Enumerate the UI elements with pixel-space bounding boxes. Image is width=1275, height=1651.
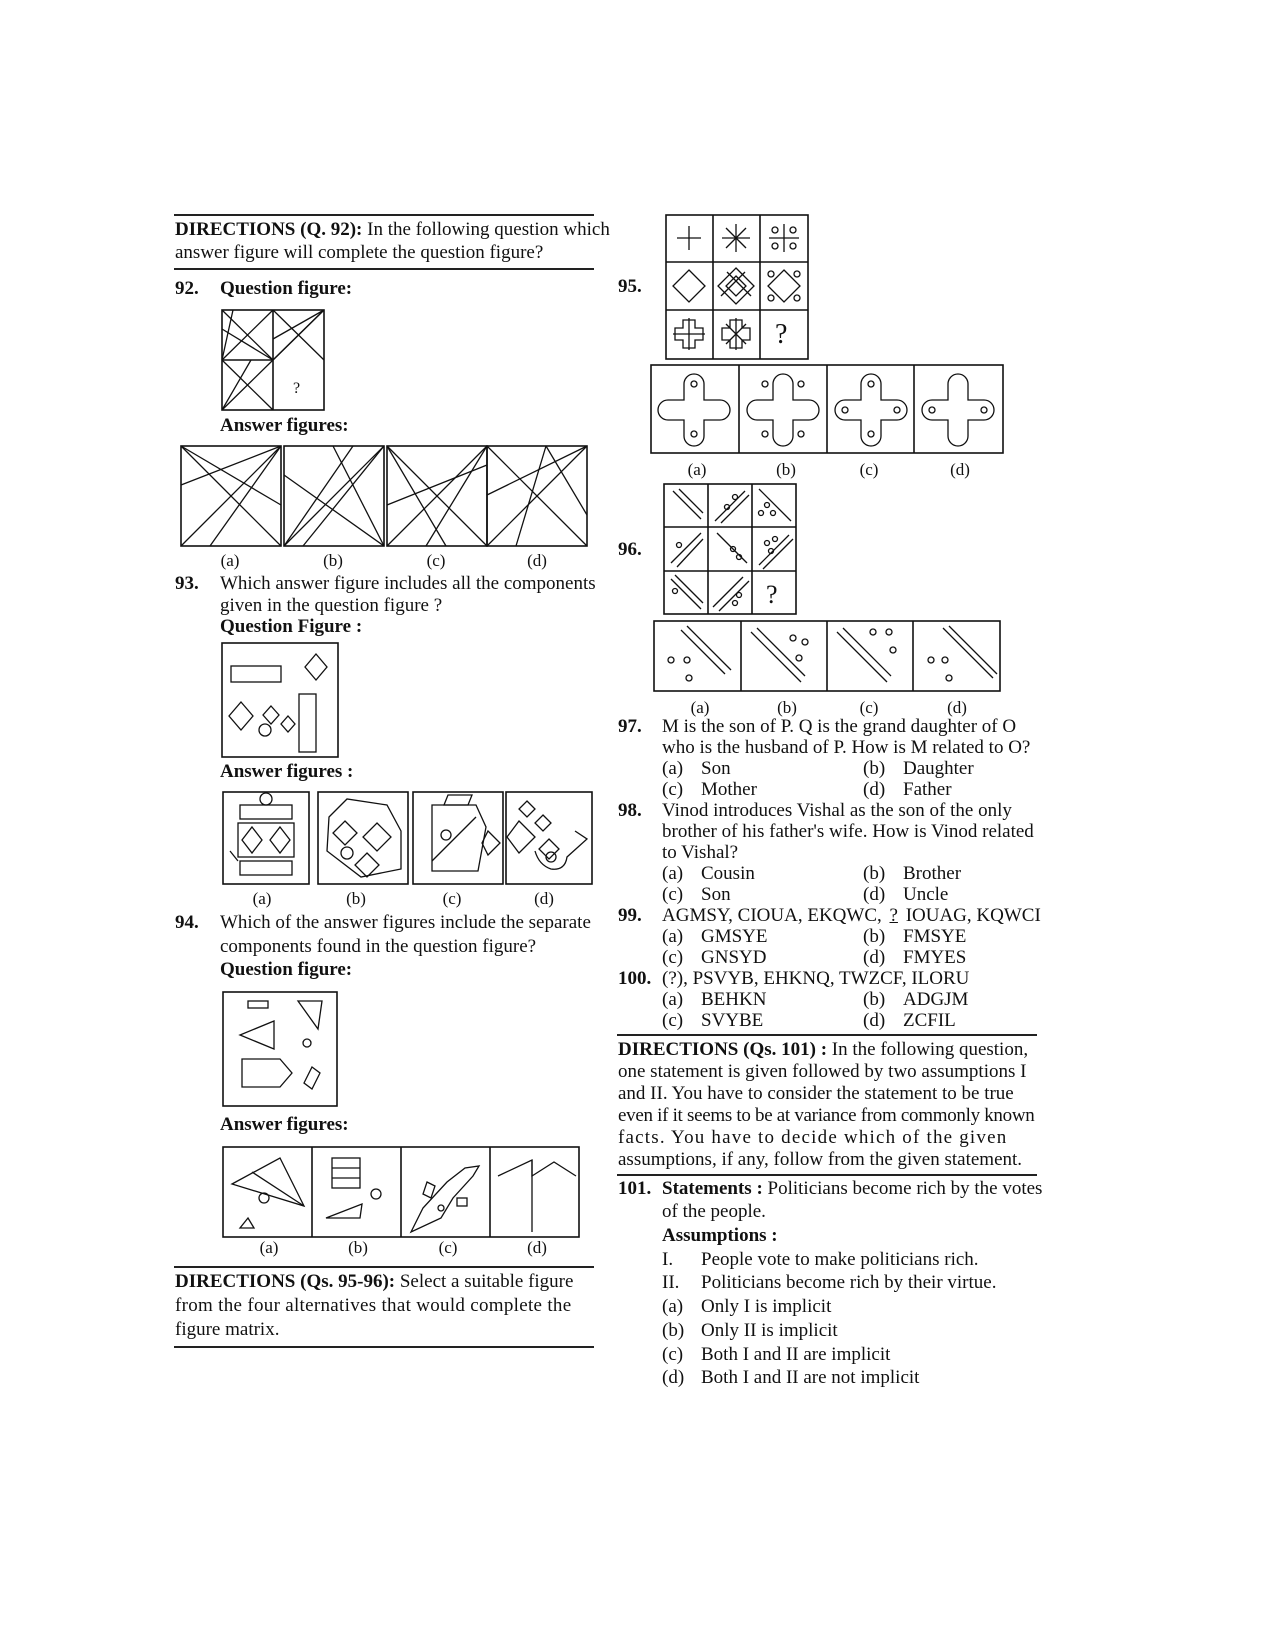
q100-option-c-text: SVYBE <box>701 1010 764 1031</box>
q93-option-a-figure <box>223 792 309 884</box>
q93-text2: given in the question figure ? <box>220 595 443 616</box>
dir101-line1 <box>618 1039 1028 1061</box>
q99-option-c-key: (c) <box>662 947 684 968</box>
q97-option-a-text: Son <box>701 758 731 779</box>
q92-directions-head: DIRECTIONS (Q. 92): <box>175 219 363 240</box>
q93-option-a-label: (a) <box>252 889 272 908</box>
q97-option-c-text: Mother <box>701 779 757 800</box>
q95-answer-figures <box>650 364 1004 454</box>
q93-option-d-label: (d) <box>534 889 554 908</box>
q101-assumption1-text: People vote to make politicians rich. <box>701 1249 979 1270</box>
q92-option-c-figure <box>387 446 487 546</box>
q100-option-b-key: (b) <box>863 989 886 1010</box>
q92-option-a-figure <box>181 446 281 546</box>
q97-option-c-key: (c) <box>662 779 684 800</box>
q101-option-b-text: Only II is implicit <box>701 1320 838 1341</box>
q94-option-a-figure <box>232 1158 304 1228</box>
dir101-head: DIRECTIONS (Qs. 101) : <box>618 1039 828 1060</box>
q99-option-c-text: GNSYD <box>701 947 767 968</box>
q93-option-c-label: (c) <box>442 889 462 908</box>
q93-answer-figures <box>222 791 592 885</box>
q92-missing-mark: ? <box>293 380 301 397</box>
q98-option-a-key: (a) <box>662 863 684 884</box>
q99-option-a-text: GMSYE <box>701 926 768 947</box>
dir101-text2: one statement is given followed by two assumptions I <box>618 1061 1027 1082</box>
q93-number: 93. <box>175 573 199 594</box>
q92-option-d-figure <box>487 446 587 546</box>
q93-answer-figures-label: Answer figures : <box>220 761 354 782</box>
q101-option-c-text: Both I and II are implicit <box>701 1344 891 1365</box>
q98-option-a-text: Cousin <box>701 863 755 884</box>
q101-assumption1-num: I. <box>662 1249 674 1270</box>
q92-number: 92. <box>175 278 199 299</box>
q100-option-b-text: ADGJM <box>903 989 969 1010</box>
q100-option-d-key: (d) <box>863 1010 886 1031</box>
rule-dir95-bottom <box>174 1346 594 1348</box>
rule-dir101-bottom <box>617 1174 1037 1176</box>
q100-option-a-text: BEHKN <box>701 989 767 1010</box>
q96-option-a-label: (a) <box>690 698 710 717</box>
q92-answer-figures-label: Answer figures: <box>220 415 349 436</box>
q97-option-d-key: (d) <box>863 779 886 800</box>
q94-option-d-figure <box>498 1160 576 1232</box>
q92-directions-text2: answer figure will complete the question figure? <box>175 242 544 263</box>
dir95-text1: Select a suitable figure <box>399 1271 574 1292</box>
q95-option-b-figure <box>747 374 819 446</box>
dir101-text6: assumptions, if any, follow from the given statement. <box>618 1149 1023 1170</box>
q98-option-c-text: Son <box>701 884 731 905</box>
q101-option-a-text: Only I is implicit <box>701 1296 832 1317</box>
q96-option-c-label: (c) <box>859 698 879 717</box>
rule-q92-dir-bottom <box>174 268 594 270</box>
q99-number: 99. <box>618 905 642 926</box>
q101-number: 101. <box>618 1178 652 1199</box>
q92-option-d-label: (d) <box>527 551 547 570</box>
q94-number: 94. <box>175 912 199 933</box>
rule-dir95-top <box>174 1266 594 1268</box>
q97-option-b-text: Daughter <box>903 758 974 779</box>
q95-missing-mark: ? <box>775 319 788 350</box>
dir95-line1 <box>175 1271 573 1293</box>
q95-option-c-figure <box>835 374 907 446</box>
q96-option-d-figure <box>928 626 997 681</box>
q92-option-c-label: (c) <box>426 551 446 570</box>
q100-number: 100. <box>618 968 652 989</box>
q97-text2: who is the husband of P. How is M related to O? <box>662 737 1031 758</box>
q95-option-d-label: (d) <box>950 460 970 479</box>
dir95-head: DIRECTIONS (Qs. 95-96): <box>175 1271 396 1292</box>
q92-directions-text1: In the following question which <box>367 219 610 240</box>
q97-text1: M is the son of P. Q is the grand daughter of O <box>662 716 1017 737</box>
q92-option-a-label: (a) <box>220 551 240 570</box>
q92-option-b-label: (b) <box>323 551 343 570</box>
q96-number: 96. <box>618 539 642 560</box>
q99-option-d-key: (d) <box>863 947 886 968</box>
q94-text1: Which of the answer figures include the separate <box>220 912 591 933</box>
q100-text1: (?), PSVYB, EHKNQ, TWZCF, ILORU <box>662 968 970 989</box>
q94-option-c-figure <box>411 1166 479 1232</box>
q98-option-c-key: (c) <box>662 884 684 905</box>
q101-option-a-key: (a) <box>662 1296 684 1317</box>
q94-answer-figures-label: Answer figures: <box>220 1114 349 1135</box>
q94-option-b-figure <box>326 1158 381 1218</box>
dir95-text3: figure matrix. <box>175 1319 280 1340</box>
q101-option-c-key: (c) <box>662 1344 684 1365</box>
q99-text2: IOUAG, KQWCI <box>905 905 1041 926</box>
q97-number: 97. <box>618 716 642 737</box>
q94-question-figure-label: Question figure: <box>220 959 353 980</box>
q95-number: 95. <box>618 276 642 297</box>
dir95-text2: from the four alternatives that would complete the <box>175 1295 572 1316</box>
q94-text2: components found in the question figure? <box>220 936 537 957</box>
q101-statement-text2: of the people. <box>662 1201 766 1222</box>
q96-option-d-label: (d) <box>947 698 967 717</box>
q95-option-a-label: (a) <box>687 460 707 479</box>
q98-option-b-text: Brother <box>903 863 962 884</box>
dir101-text4: even if it seems to be at variance from commonly known <box>618 1105 1035 1126</box>
q99-series-line <box>662 905 1041 927</box>
q93-option-b-label: (b) <box>346 889 366 908</box>
q100-option-c-key: (c) <box>662 1010 684 1031</box>
q101-statement-line <box>662 1178 1042 1200</box>
rule-dir101-top <box>617 1034 1037 1036</box>
q95-option-b-label: (b) <box>776 460 796 479</box>
q96-option-b-figure <box>751 628 808 682</box>
q101-assumption2-num: II. <box>662 1272 680 1293</box>
q98-option-d-text: Uncle <box>903 884 949 905</box>
q101-option-d-key: (d) <box>662 1367 685 1388</box>
q92-option-b-figure <box>284 446 384 546</box>
q100-option-d-text: ZCFIL <box>903 1010 956 1031</box>
q101-assumptions-head: Assumptions : <box>662 1225 778 1246</box>
q95-option-c-label: (c) <box>859 460 879 479</box>
q93-option-d-figure <box>506 792 592 884</box>
q98-option-b-key: (b) <box>863 863 886 884</box>
q97-option-d-text: Father <box>903 779 952 800</box>
q99-option-b-key: (b) <box>863 926 886 947</box>
q99-option-a-key: (a) <box>662 926 684 947</box>
q94-question-figure <box>222 991 338 1107</box>
q93-option-c-figure <box>413 792 503 884</box>
q94-option-d-label: (d) <box>527 1238 547 1257</box>
q99-text1: AGMSY, CIOUA, EKQWC, <box>662 905 882 926</box>
q96-option-c-figure <box>837 628 896 682</box>
q93-option-b-figure <box>318 792 408 884</box>
q101-option-d-text: Both I and II are not implicit <box>701 1367 920 1388</box>
q98-text2: brother of his father's wife. How is Vinod related <box>662 821 1034 842</box>
q94-answer-figures <box>222 1146 580 1238</box>
q100-option-a-key: (a) <box>662 989 684 1010</box>
q101-option-b-key: (b) <box>662 1320 685 1341</box>
q98-number: 98. <box>618 800 642 821</box>
dir101-text3: and II. You have to consider the statement to be true <box>618 1083 1014 1104</box>
q92-question-figure <box>221 309 325 411</box>
q99-blank: ? <box>889 905 898 926</box>
q97-option-a-key: (a) <box>662 758 684 779</box>
q97-option-b-key: (b) <box>863 758 886 779</box>
q93-text1: Which answer figure includes all the components <box>220 573 596 594</box>
q92-answer-figures <box>180 445 588 547</box>
q98-option-d-key: (d) <box>863 884 886 905</box>
q93-question-figure <box>221 642 339 758</box>
q101-statement-head: Statements : <box>662 1178 763 1199</box>
q101-assumption2-text: Politicians become rich by their virtue. <box>701 1272 997 1293</box>
q99-option-b-text: FMSYE <box>903 926 967 947</box>
q96-option-a-figure <box>668 626 731 681</box>
dir101-text1: In the following question, <box>831 1039 1029 1060</box>
q94-option-c-label: (c) <box>438 1238 458 1257</box>
q96-answer-figures <box>653 620 1001 692</box>
q93-question-figure-label: Question Figure : <box>220 616 363 637</box>
dir101-text5: facts. You have to decide which of the given <box>618 1127 1008 1148</box>
q96-option-b-label: (b) <box>777 698 797 717</box>
q94-option-b-label: (b) <box>348 1238 368 1257</box>
q98-text1: Vinod introduces Vishal as the son of the only <box>662 800 1012 821</box>
q101-statement-text1: Politicians become rich by the votes <box>767 1178 1043 1199</box>
rule-top-left <box>174 214 594 216</box>
q99-option-d-text: FMYES <box>903 947 967 968</box>
q92-directions-line1 <box>175 219 610 241</box>
q96-missing-mark: ? <box>766 580 778 609</box>
q95-option-d-figure <box>922 374 994 446</box>
q98-text3: to Vishal? <box>662 842 739 863</box>
q95-option-a-figure <box>658 374 730 446</box>
q94-option-a-label: (a) <box>259 1238 279 1257</box>
q92-question-figure-label: Question figure: <box>220 278 353 299</box>
